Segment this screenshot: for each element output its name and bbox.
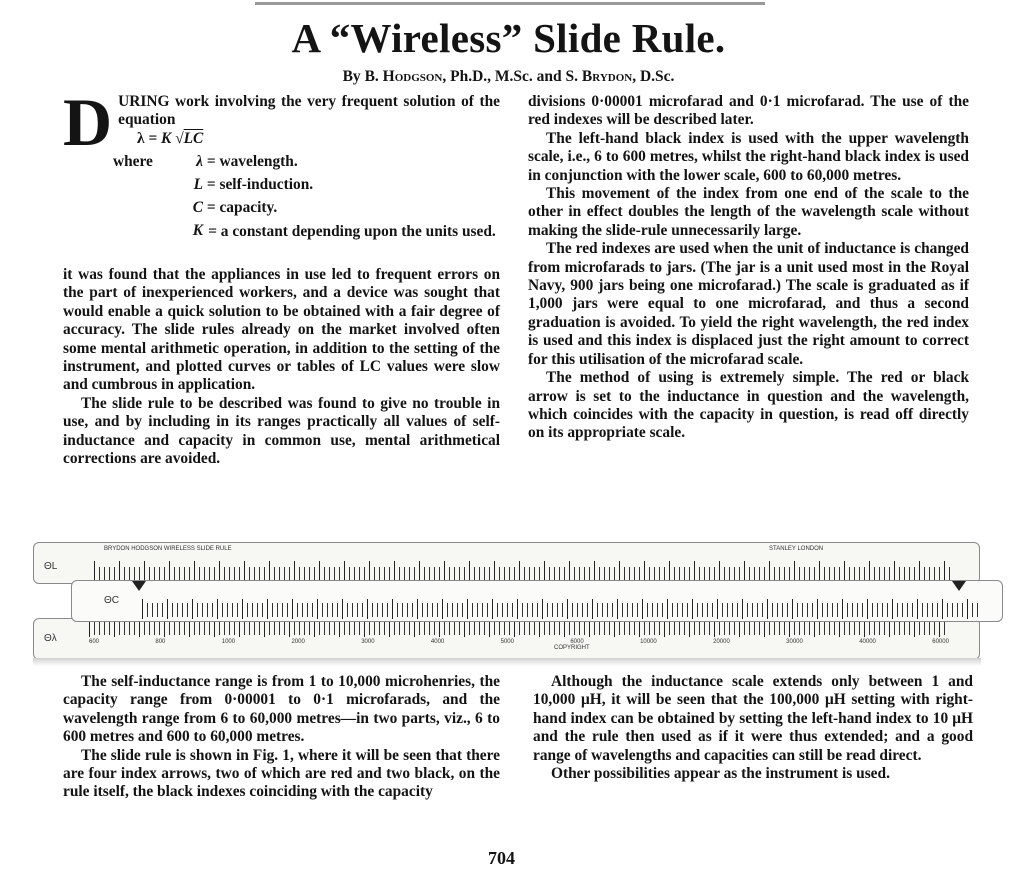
definition-row: [55, 153, 500, 176]
paragraph: The red indexes are used when the unit of inductance is changed from microfarads to jars. (The jar is a unit used most in the Royal Navy, 900 jars being one microfarad.) The scale is graduated as if 1,000 jars were equal to one microfarad, and thus a second graduation is avoided. To yield the right wavelength, the red index is used and this index is displaced just the right amount to correct for this utilisation of the microfarad scale.: [528, 240, 969, 368]
wavelength-number: 20000: [713, 639, 730, 645]
paragraph: The slide rule is shown in Fig. 1, where it will be seen that there are four index arrows, two of which are red and two black, on the rule itself, the black indexes coinciding with the capacity: [63, 746, 500, 801]
equation-lhs: λ: [137, 129, 145, 147]
paragraph: Other possibilities appear as the instrument is used.: [551, 765, 890, 783]
author-2-degrees: , D.Sc.: [632, 68, 675, 85]
article-title: A “Wireless” Slide Rule.: [291, 15, 726, 61]
paragraph: divisions 0·00001 microfarad and 0·1 microfarad. The use of the red indexes will be described later.: [528, 93, 969, 129]
author-1: B. Hodgson: [364, 68, 443, 85]
equation-radicand: LC: [183, 129, 204, 147]
page-number: 704: [488, 848, 515, 868]
paragraph: it was found that the appliances in use led to frequent errors on the part of inexperienced workers, and a device was sought that would enable a quick solution to be obtained with a fair degree of accuracy. The slide rules already on the market involved often some mental arithmetic operation, in addition to the setting of the instrument, and plotted curves or tables of LC values were slow and cumbrous in application.: [63, 266, 500, 394]
wavelength-number: 5000: [500, 639, 514, 645]
scale-label-lambda: Θλ: [44, 633, 57, 644]
equation-rhs: = K √: [148, 129, 184, 147]
left-column: [63, 84, 500, 264]
wavelength-number: 6000: [570, 639, 584, 645]
wavelength-number: 10000: [640, 639, 657, 645]
paragraph: This movement of the index from one end of the scale to the other in effect doubles the length of the wavelength scale without making the slide-rule unnecessarily large.: [528, 185, 969, 239]
drop-cap: D: [63, 84, 113, 160]
wavelength-number: 2000: [291, 639, 305, 645]
lower-right-column: [533, 673, 973, 783]
paragraph: The self-inductance range is from 1 to 10,000 microhenries, the capacity range from 0·00001 to 0·1 microfarads, and the wavelength range from 6 to 60,000 metres—in two parts, viz., 6 to 600 metres and 600 to 60,000 metres.: [63, 673, 500, 746]
rule-upper-stock: [33, 542, 980, 584]
paragraph: Although the inductance scale extends only between 1 and 10,000 μH, it will be seen that the 100,000 μH setting with right-hand index can be obtained by setting the left-hand index to 10 μH and the rule then used as if it were thus extended; and a good range of wavelengths and capacities can still be read direct.: [533, 673, 973, 764]
rule-slide: [71, 580, 1003, 622]
top-rule-line: [255, 2, 765, 5]
right-column: [528, 93, 969, 443]
definition-label: where: [113, 152, 153, 170]
definition-symbol: C: [192, 198, 203, 216]
scale-label-C: ΘC: [104, 595, 119, 606]
definition-symbol: L: [193, 175, 203, 193]
left-index-arrow-icon: [132, 581, 146, 591]
paragraph: The left-hand black index is used with the upper wavelength scale, i.e., 6 to 600 metres, whilst the right-hand black index is used in conjunction with the lower scale, 600 to 60,000 metres.: [528, 129, 969, 184]
right-index-arrow-icon: [952, 581, 966, 591]
wavelength-number: 600: [89, 639, 100, 645]
inductance-major-ticks: [94, 561, 954, 581]
maker-location: STANLEY LONDON: [769, 546, 824, 552]
byline: [0, 68, 1017, 86]
author-2: S. Brydon: [565, 68, 633, 85]
slide-rule-figure: [33, 540, 1003, 660]
capacity-major-ticks: [142, 599, 982, 619]
left-column-body: [63, 266, 500, 468]
wavelength-number: 1000: [221, 639, 236, 645]
wavelength-major-ticks: [89, 621, 949, 637]
wavelength-number: 800: [155, 639, 166, 645]
definition-symbol: λ: [196, 152, 203, 170]
rule-lower-stock: [33, 618, 980, 660]
paragraph: The method of using is extremely simple. The red or black arrow is set to the inductance in question and the wavelength, which coincides with the capacity in question, is read off directly on its appropriate scale.: [528, 369, 969, 442]
wavelength-number-row: [89, 639, 949, 645]
wavelength-number: 40000: [859, 639, 876, 645]
intro-paragraph: URING work involving the very frequent solution of the equation: [118, 93, 500, 129]
definition-row: [55, 176, 500, 199]
maker-name: BRYDON HODGSON WIRELESS SLIDE RULE: [104, 546, 232, 552]
definition-text: = wavelength.: [206, 152, 298, 170]
author-1-degrees: , Ph.D., M.Sc. and: [442, 68, 562, 85]
equation: [63, 130, 500, 153]
definition-text: = a constant depending upon the units used.: [208, 222, 496, 240]
wavelength-number: 30000: [786, 639, 803, 645]
scale-label-L: ΘL: [44, 561, 58, 572]
definition-row: [55, 222, 500, 264]
wavelength-number: 3000: [361, 639, 375, 645]
rule-shadow: [33, 658, 981, 666]
wavelength-number: 60000: [932, 639, 949, 645]
wavelength-number: 4000: [430, 639, 445, 645]
paragraph: The slide rule to be described was found to give no trouble in use, and by including in its ranges practically all values of self-inductance and capacity in common use, mental arithmetical corrections are avoided.: [63, 394, 500, 468]
lower-left-column: [63, 673, 500, 802]
definition-text: = capacity.: [206, 198, 278, 216]
copyright-mark: COPYRIGHT: [554, 645, 590, 651]
byline-by: By: [342, 68, 361, 85]
definition-symbol: K: [192, 221, 203, 239]
definition-text: = self-induction.: [206, 175, 314, 193]
definition-row: [55, 199, 500, 222]
definition-label: [55, 222, 183, 264]
